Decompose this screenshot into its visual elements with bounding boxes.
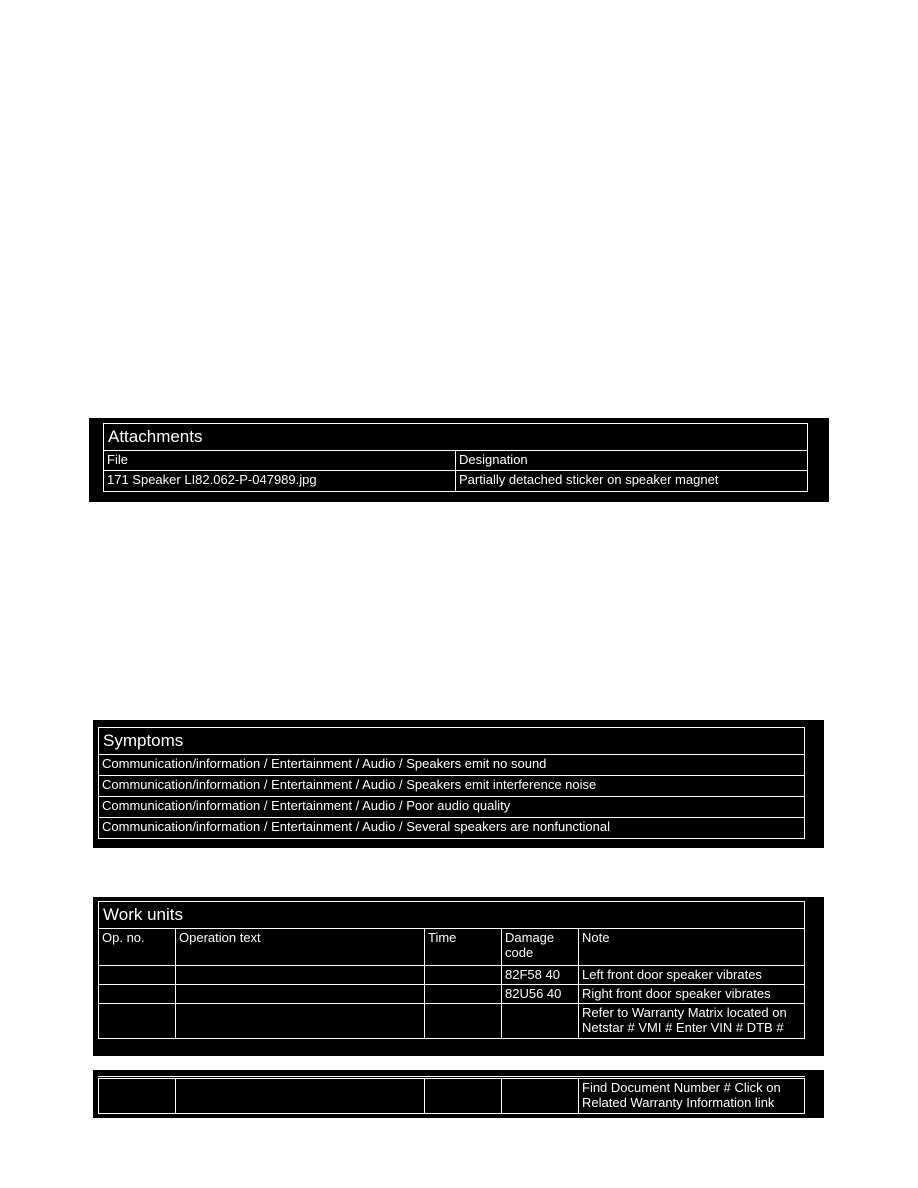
table-row bbox=[99, 776, 805, 797]
table-row bbox=[99, 797, 805, 818]
table-row bbox=[104, 471, 808, 492]
damage-code-cell bbox=[502, 1078, 579, 1114]
symptoms-section bbox=[93, 720, 824, 848]
column-header-designation: Designation bbox=[456, 451, 808, 471]
attachments-header-row bbox=[104, 451, 808, 471]
damage-code-cell: 82F58 40 bbox=[502, 966, 579, 985]
work-units-section bbox=[93, 897, 824, 1056]
note-cell: Left front door speaker vibrates bbox=[579, 966, 805, 985]
symptom-item: Communication/information / Entertainment / Audio / Speakers emit interference noise bbox=[99, 776, 805, 797]
operation-text-cell bbox=[176, 1078, 425, 1114]
operation-text-cell bbox=[176, 966, 425, 985]
symptoms-title: Symptoms bbox=[99, 728, 805, 755]
column-header-op-no: Op. no. bbox=[99, 929, 176, 966]
symptom-item: Communication/information / Entertainment / Audio / Several speakers are nonfunctional bbox=[99, 818, 805, 839]
table-row bbox=[99, 985, 805, 1004]
work-units-title-row bbox=[99, 902, 805, 929]
column-header-note: Note bbox=[579, 929, 805, 966]
attachments-title-row bbox=[104, 424, 808, 451]
table-row bbox=[99, 966, 805, 985]
attachments-section bbox=[89, 418, 829, 502]
damage-code-cell bbox=[502, 1004, 579, 1039]
time-cell bbox=[425, 966, 502, 985]
table-row bbox=[99, 1078, 805, 1114]
time-cell bbox=[425, 1004, 502, 1039]
work-units-continued-table bbox=[98, 1076, 805, 1114]
note-cell: Right front door speaker vibrates bbox=[579, 985, 805, 1004]
column-header-operation-text: Operation text bbox=[176, 929, 425, 966]
time-cell bbox=[425, 1078, 502, 1114]
table-row bbox=[99, 818, 805, 839]
work-units-table bbox=[98, 901, 805, 1039]
column-header-time: Time bbox=[425, 929, 502, 966]
damage-code-cell: 82U56 40 bbox=[502, 985, 579, 1004]
note-cell: Refer to Warranty Matrix located on Netstar # VMI # Enter VIN # DTB # bbox=[579, 1004, 805, 1039]
note-cell: Find Document Number # Click on Related Warranty Information link bbox=[579, 1078, 805, 1114]
operation-text-cell bbox=[176, 985, 425, 1004]
op-no-cell bbox=[99, 966, 176, 985]
work-units-header-row bbox=[99, 929, 805, 966]
op-no-cell bbox=[99, 1078, 176, 1114]
symptom-item: Communication/information / Entertainment / Audio / Speakers emit no sound bbox=[99, 755, 805, 776]
operation-text-cell bbox=[176, 1004, 425, 1039]
table-row bbox=[99, 1004, 805, 1039]
work-units-title: Work units bbox=[99, 902, 805, 929]
symptoms-table bbox=[98, 727, 805, 839]
time-cell bbox=[425, 985, 502, 1004]
table-row bbox=[99, 755, 805, 776]
symptom-item: Communication/information / Entertainment / Audio / Poor audio quality bbox=[99, 797, 805, 818]
attachments-table bbox=[103, 423, 808, 492]
attachments-title: Attachments bbox=[104, 424, 808, 451]
work-units-continued-section bbox=[93, 1070, 824, 1118]
column-header-damage-code: Damage code bbox=[502, 929, 579, 966]
attachment-file-link[interactable]: 171 Speaker LI82.062-P-047989.jpg bbox=[104, 471, 456, 492]
symptoms-title-row bbox=[99, 728, 805, 755]
op-no-cell bbox=[99, 985, 176, 1004]
op-no-cell bbox=[99, 1004, 176, 1039]
column-header-file: File bbox=[104, 451, 456, 471]
attachment-designation: Partially detached sticker on speaker magnet bbox=[456, 471, 808, 492]
